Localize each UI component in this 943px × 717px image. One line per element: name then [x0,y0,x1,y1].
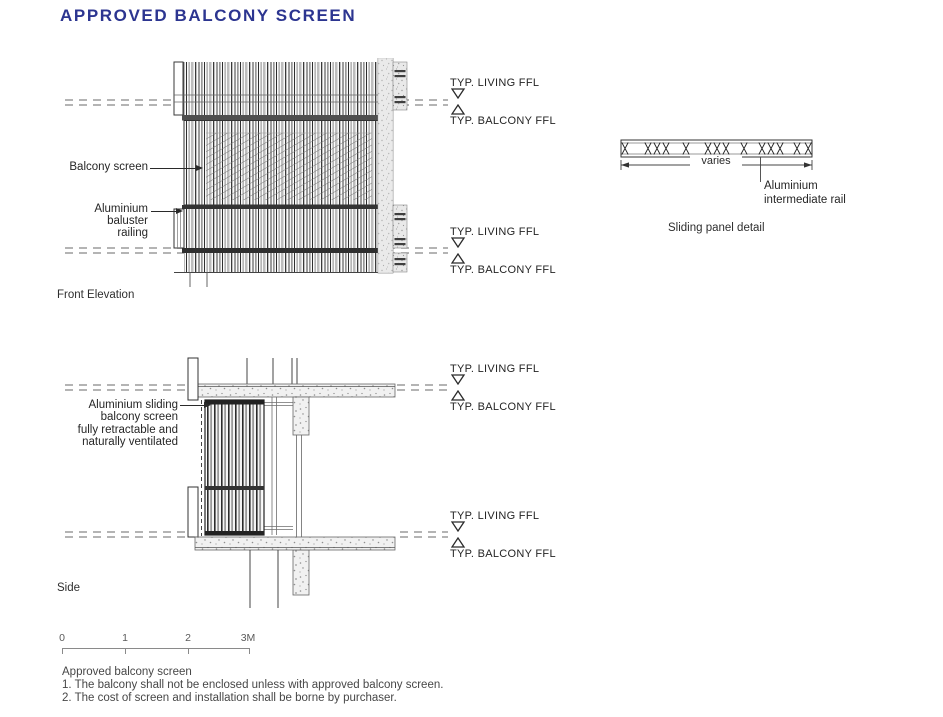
front-lower-slats [174,248,382,287]
scale-tick-label: 1 [122,632,128,644]
ffl-marker-side-lower: TYP. LIVING FFL TYP. BALCONY FFL [450,510,556,560]
scale-tick-label: 0 [59,632,65,644]
side-top-slab [195,384,395,397]
notes-heading: Approved balcony screen [62,666,192,678]
ffl-up-triangle-icon [451,390,466,401]
front-balcony-screen [184,121,380,206]
note-item-2: 2. The cost of screen and installation shall be borne by purchaser. [62,692,397,704]
note-item-1: 1. The balcony shall not be enclosed unless with approved balcony screen. [62,679,444,691]
baluster-leader-arrow-icon [176,208,183,214]
ffl-up-triangle-icon [451,253,466,264]
ffl-down-triangle-icon [451,521,466,532]
page-title: APPROVED BALCONY SCREEN [60,6,357,25]
side-lower-mullions [250,550,278,608]
sliding-screen-leader-arrow-icon [204,402,211,408]
front-elevation-caption: Front Elevation [57,289,135,301]
side-view-drawing [60,350,460,615]
side-left-wall-bottom [188,487,198,537]
screen-top-rail [182,115,382,121]
side-caption: Side [57,582,81,594]
scale-bar [58,632,268,656]
front-upper-slats [174,62,378,115]
balcony-screen-leader-line [150,168,197,169]
ffl-marker-side-upper: TYP. LIVING FFL TYP. BALCONY FFL [450,363,556,413]
scale-bar-tick [125,648,126,654]
side-left-wall-top [188,358,198,400]
scale-tick-label: 2 [185,632,191,644]
front-elevation-drawing [60,58,460,290]
screen-mid-rail [182,205,382,209]
ffl-up-triangle-icon [451,104,466,115]
ffl-up-triangle-icon [451,537,466,548]
side-bottom-slab [195,537,395,550]
baluster-leader-line [151,211,177,212]
scale-tick-label: 3M [240,632,256,644]
scale-bar-line [62,648,250,649]
ffl-marker-front-lower: TYP. LIVING FFL TYP. BALCONY FFL [450,226,556,276]
side-column [293,397,309,595]
scale-bar-tick [62,648,63,654]
varies-dimension-label: varies [690,155,742,167]
side-track-lines [264,397,293,535]
side-upper-mullions [247,358,297,384]
sliding-screen-label: Aluminium sliding balcony screen fully retractable and naturally ventilated [77,399,178,448]
scale-bar-tick [249,648,250,654]
balcony-screen-label: Balcony screen [69,161,148,173]
ffl-marker-front-upper: TYP. LIVING FFL TYP. BALCONY FFL [450,77,556,127]
scale-bar-tick [188,648,189,654]
ffl-down-triangle-icon [451,88,466,99]
balcony-screen-leader-arrow-icon [196,165,203,171]
ffl-down-triangle-icon [451,237,466,248]
baluster-railing-label: Aluminium baluster railing [94,203,148,239]
front-baluster-railing [174,209,380,248]
front-wall-section [378,58,407,273]
ffl-down-triangle-icon [451,374,466,385]
intermediate-rail-label: Aluminium intermediate rail [764,180,846,206]
sliding-screen-leader-line [180,405,205,406]
panel-detail-caption: Sliding panel detail [668,222,765,234]
side-sliding-screen [205,400,264,536]
